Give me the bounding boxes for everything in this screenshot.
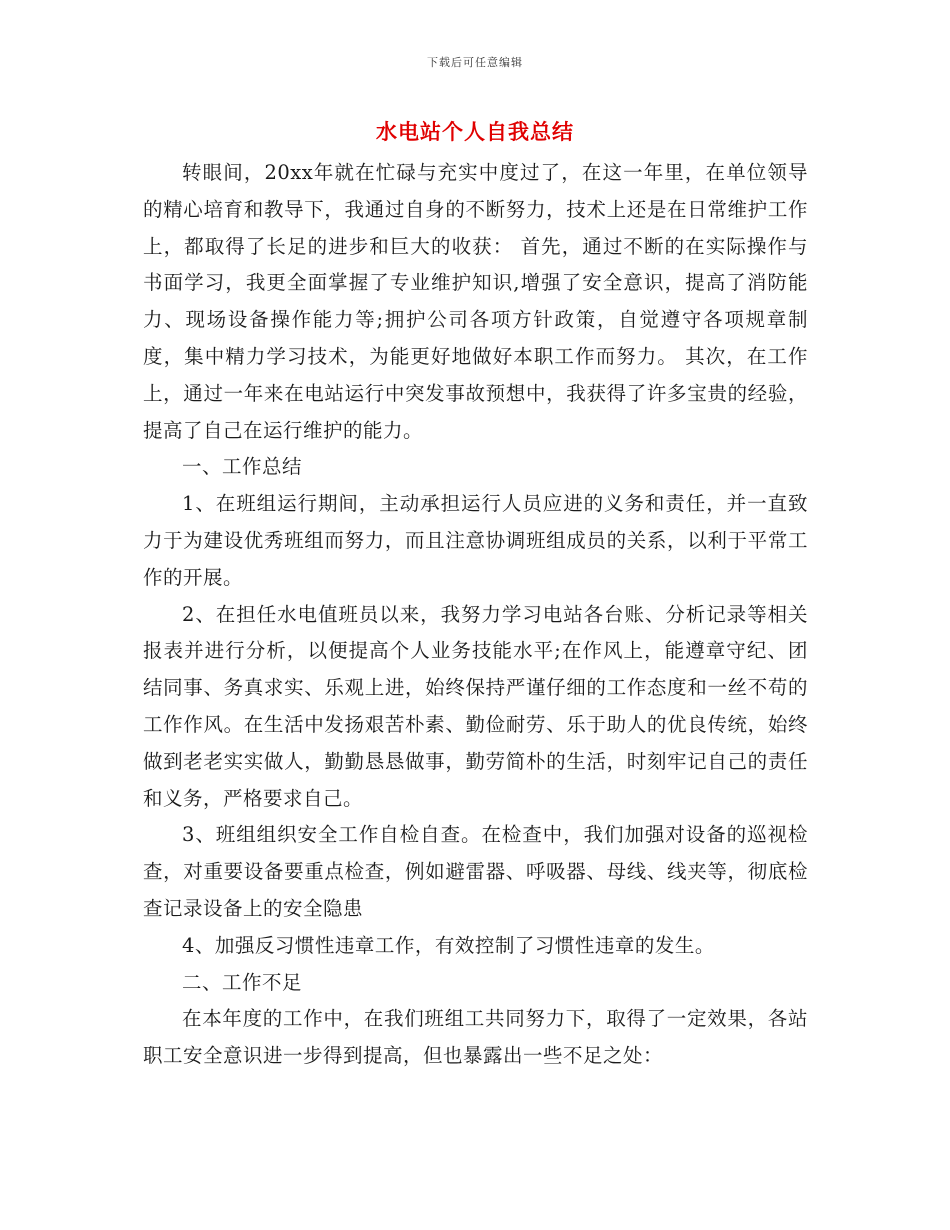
header-note: 下载后可任意编辑 bbox=[427, 56, 523, 69]
paragraph-item-1: 1、在班组运行期间，主动承担运行人员应进的义务和责任，并一直致力于为建设优秀班组而努力，而且注意协调班组成员的关系，以利于平常工作的开展。 bbox=[143, 492, 808, 589]
paragraph-shortcomings: 在本年度的工作中，在我们班组工共同努力下，取得了一定效果，各站职工安全意识进一步得到提高，但也暴露出一些不足之处： bbox=[143, 1007, 808, 1068]
paragraph-intro: 转眼间，20xx年就在忙碌与充实中度过了，在这一年里，在单位领导的精心培育和教导下，我通过自身的不断努力，技术上还是在日常维护工作上，都取得了长足的进步和巨大的收获： 首先，通过不断的在实际操作与书面学习，我更全面掌握了专业维护知识,增强了安全意识，提高了消防能力、现场设备操作能力等;拥护公司各项方针政策，自觉遵守各项规章制度，集中精力学习技术，为能更好地做好本职工作而努力。 其次，在工作上，通过一年来在电站运行中突发事故预想中，我获得了许多宝贵的经验，提高了自己在运行维护的能力。 bbox=[143, 161, 808, 442]
document-body bbox=[143, 155, 808, 1075]
paragraph-item-3: 3、班组组织安全工作自检自查。在检查中，我们加强对设备的巡视检查，对重要设备要重点检查，例如避雷器、呼吸器、母线、线夹等，彻底检查记录设备上的安全隐患 bbox=[143, 823, 808, 920]
paragraph-item-2: 2、在担任水电值班员以来，我努力学习电站各台账、分析记录等相关报表并进行分析，以便提高个人业务技能水平;在作风上，能遵章守纪、团结同事、务真求实、乐观上进，始终保持严谨仔细的工作态度和一丝不苟的工作作风。在生活中发扬艰苦朴素、勤俭耐劳、乐于助人的优良传统，始终做到老老实实做人，勤勤恳恳做事，勤劳简朴的生活，时刻牢记自己的责任和义务，严格要求自己。 bbox=[143, 602, 808, 810]
paragraph-item-4: 4、加强反习惯性违章工作，有效控制了习惯性违章的发生。 bbox=[182, 933, 715, 957]
document-title: 水电站个人自我总结 bbox=[376, 120, 574, 144]
section-heading-work-summary: 一、工作总结 bbox=[182, 455, 303, 479]
section-heading-shortcomings: 二、工作不足 bbox=[182, 970, 303, 994]
